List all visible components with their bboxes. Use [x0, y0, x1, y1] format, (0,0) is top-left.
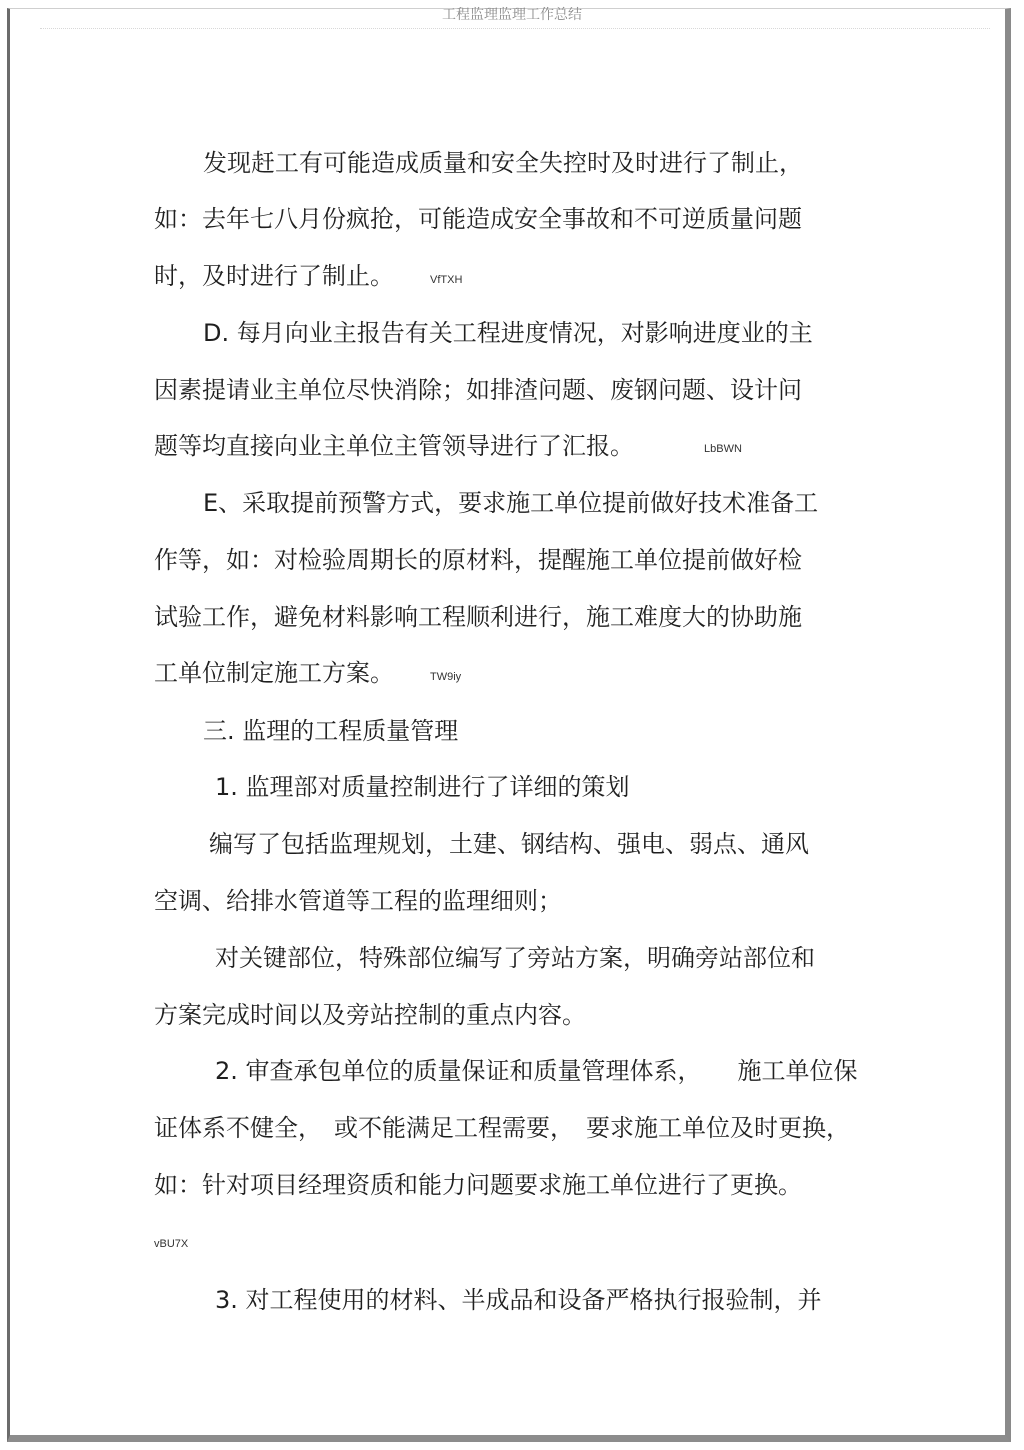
- text-line: 3. 对工程使用的材料、半成品和设备严格执行报验制，并: [215, 1286, 822, 1314]
- text-line: 方案完成时间以及旁站控制的重点内容。: [154, 1001, 586, 1029]
- text-line: 对关键部位，特殊部位编写了旁站方案，明确旁站部位和: [215, 944, 815, 972]
- subsection-heading: 1. 监理部对质量控制进行了详细的策划: [215, 773, 630, 801]
- header-divider: [40, 28, 990, 29]
- text-line: 空调、给排水管道等工程的监理细则；: [154, 887, 562, 915]
- text-line: 作等，如：对检验周期长的原材料，提醒施工单位提前做好检: [154, 546, 802, 574]
- code-tag: vBU7X: [154, 1238, 189, 1250]
- text-line: 编写了包括监理规划，土建、钢结构、强电、弱点、通风: [209, 830, 809, 858]
- text-line: D. 每月向业主报告有关工程进度情况，对影响进度业的主: [203, 319, 813, 347]
- section-heading: 三. 监理的工程质量管理: [203, 717, 459, 745]
- code-tag: VfTXH: [430, 274, 463, 286]
- text-line: 2. 审查承包单位的质量保证和质量管理体系， 施工单位保: [215, 1057, 858, 1085]
- text-line: 如：针对项目经理资质和能力问题要求施工单位进行了更换。: [154, 1171, 802, 1199]
- text-line: 试验工作，避免材料影响工程顺利进行，施工难度大的协助施: [154, 603, 802, 631]
- text-line: 因素提请业主单位尽快消除；如排渣问题、废钢问题、设计问: [154, 376, 802, 404]
- code-tag: TW9iy: [430, 671, 462, 683]
- text-line: E、采取提前预警方式，要求施工单位提前做好技术准备工: [203, 489, 819, 517]
- text-line: 如：去年七八月份疯抢，可能造成安全事故和不可逆质量问题: [154, 205, 802, 233]
- text-line: 工单位制定施工方案。: [154, 659, 394, 687]
- text-line: 时，及时进行了制止。: [154, 262, 394, 290]
- code-tag: LbBWN: [704, 443, 742, 455]
- running-header: 工程监理监理工作总结: [442, 7, 582, 23]
- text-line: 发现赶工有可能造成质量和安全失控时及时进行了制止，: [203, 149, 803, 177]
- text-line: 题等均直接向业主单位主管领导进行了汇报。: [154, 432, 634, 460]
- text-line: 证体系不健全， 或不能满足工程需要， 要求施工单位及时更换，: [154, 1114, 850, 1142]
